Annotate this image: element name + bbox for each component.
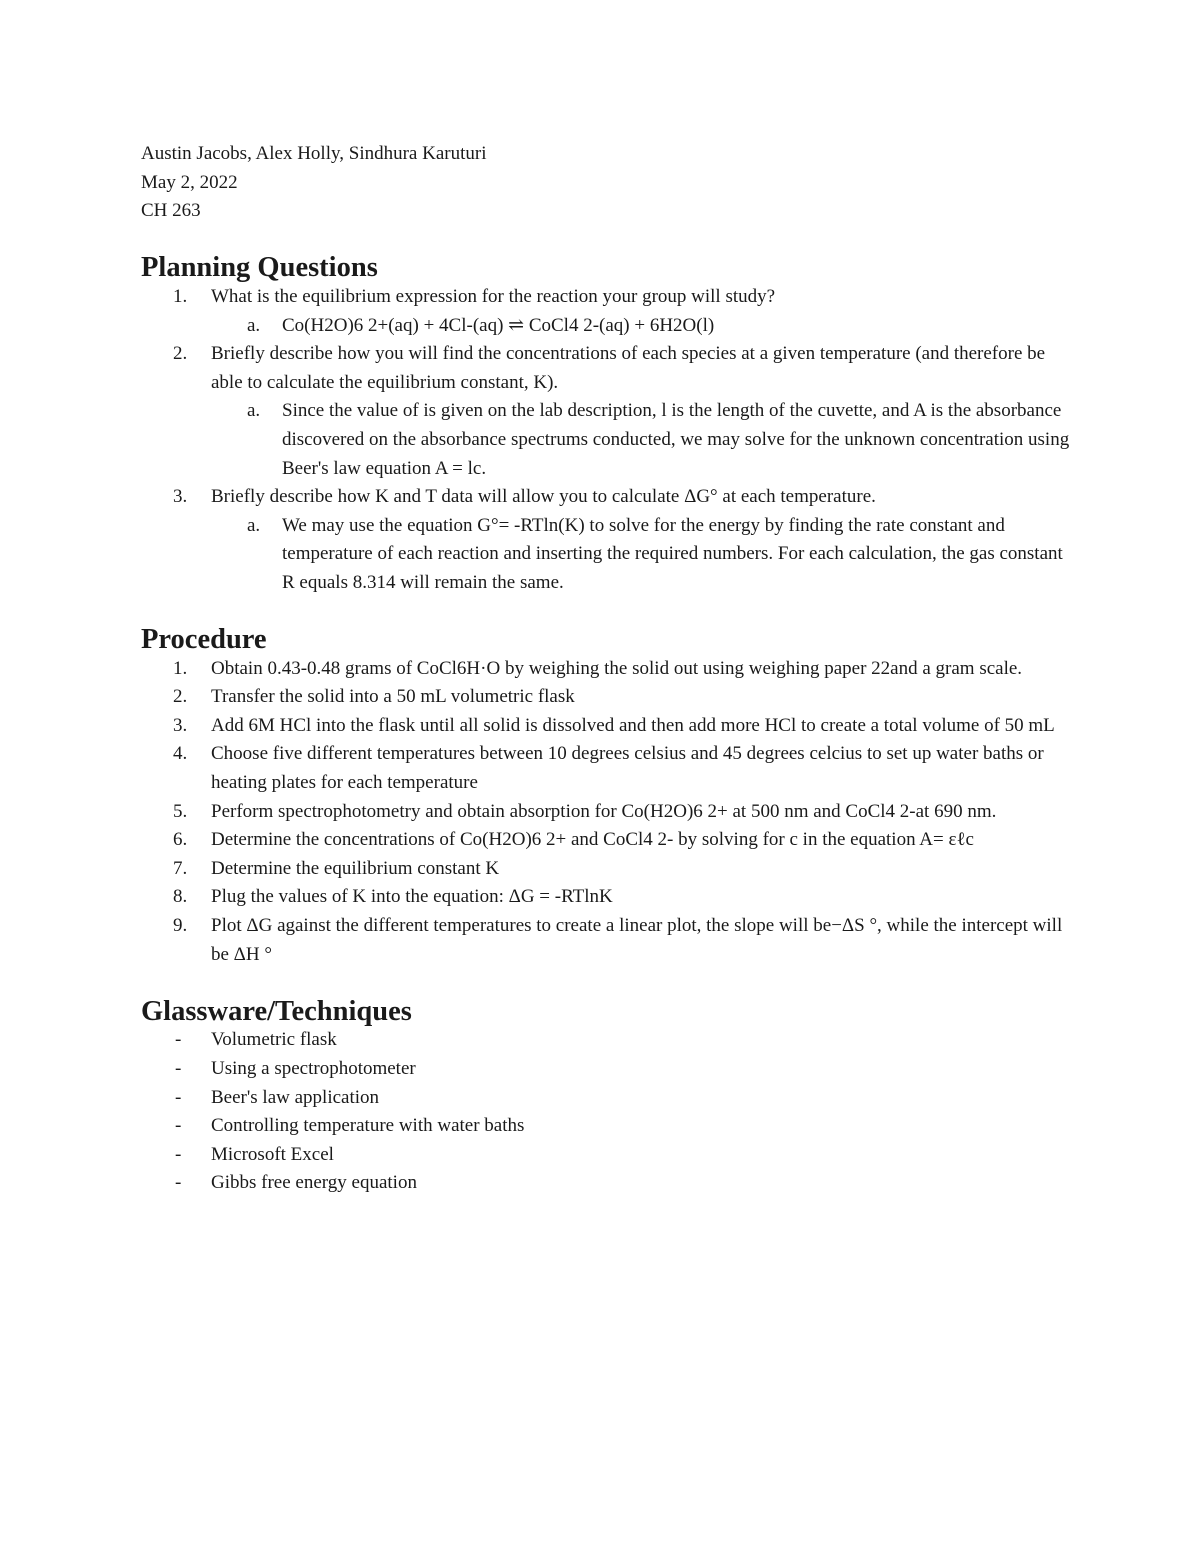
authors-line: Austin Jacobs, Alex Holly, Sindhura Karuturi [141, 143, 487, 164]
glassware-list [141, 1026, 1071, 1198]
list-text: Perform spectrophotometry and obtain absorption for Co(H2O)6 2+ at 500 nm and CoCl4 2-at 690 nm. [211, 800, 997, 822]
list-text: Beer's law application [211, 1086, 380, 1108]
sub-item [141, 312, 1071, 341]
list-text: Controlling temperature with water baths [211, 1115, 525, 1137]
procedure-step-3 [141, 712, 1071, 741]
spacer [141, 226, 1071, 255]
list-number: 9. [173, 915, 188, 937]
list-text: Briefly describe how you will find the concentrations of each species at a given temperature (and therefore be able to calculate the equilibrium constant, K). [211, 343, 1046, 393]
sub-text: We may use the equation G°= -RTln(K) to solve for the energy by finding the rate constant and temperature of each reaction and inserting the required numbers. For each calculation, the gas constant R equals 8.314 will remain the same. [282, 514, 1063, 593]
sub-text: Since the value of is given on the lab description, l is the length of the cuvette, and A is the absorbance discovered on the absorbance spectrums conducted, we may solve for the unknown concentration using Beer's law equation A = lc. [282, 400, 1070, 479]
list-text: Using a spectrophotometer [211, 1058, 416, 1079]
procedure-list [141, 655, 1071, 970]
procedure-step-6 [141, 826, 1071, 855]
dash-bullet: - [175, 1086, 182, 1108]
list-number: 4. [173, 743, 188, 765]
procedure-step-8 [141, 883, 1071, 912]
procedure-step-1 [141, 655, 1071, 684]
procedure-step-4 [141, 740, 1071, 797]
list-number: 3. [173, 714, 188, 736]
planning-item-1 [141, 283, 1071, 340]
list-number: 2. [173, 343, 188, 365]
list-text: Plug the values of K into the equation: ΔG = -RTlnK [211, 886, 613, 908]
list-number: 8. [173, 886, 188, 908]
sub-letter: a. [247, 514, 261, 536]
list-text: Choose five different temperatures between 10 degrees celsius and 45 degrees celcius to set up water baths or heating plates for each temperature [211, 743, 1044, 794]
list-text: Determine the equilibrium constant K [211, 857, 500, 879]
list-text: Briefly describe how K and T data will allow you to calculate ΔG° at each temperature. [211, 486, 876, 508]
spacer [141, 969, 1071, 998]
sub-item [141, 512, 1071, 598]
list-number: 7. [173, 857, 188, 879]
planning-item-2 [141, 340, 1071, 483]
glassware-item-3 [141, 1084, 1071, 1113]
sub-letter: a. [247, 400, 261, 422]
list-number: 2. [173, 686, 188, 708]
spacer [141, 598, 1071, 627]
planning-title: Planning Questions [141, 252, 378, 284]
glassware-item-1 [141, 1026, 1071, 1055]
list-text: Obtain 0.43-0.48 grams of CoCl6H·O by weighing the solid out using weighing paper 22and a gram scale. [211, 657, 1023, 679]
list-text: What is the equilibrium expression for the reaction your group will study? [211, 285, 776, 307]
dash-bullet: - [175, 1115, 182, 1137]
dash-bullet: - [175, 1172, 182, 1194]
procedure-step-2 [141, 683, 1071, 712]
dash-bullet: - [175, 1029, 182, 1051]
list-text: Add 6M HCl into the flask until all solid is dissolved and then add more HCl to create a total volume of 50 mL [211, 714, 1055, 736]
list-number: 1. [173, 285, 188, 307]
glassware-item-4 [141, 1112, 1071, 1141]
glassware-item-2 [141, 1055, 1071, 1084]
procedure-title: Procedure [141, 624, 267, 656]
sub-text: Co(H2O)6 2+(aq) + 4Cl-(aq) ⇌ CoCl4 2-(aq) + 6H2O(l) [282, 314, 715, 336]
list-number: 6. [173, 829, 188, 851]
planning-item-3 [141, 483, 1071, 597]
list-text: Volumetric flask [211, 1029, 337, 1051]
sub-letter: a. [247, 314, 261, 336]
list-number: 3. [173, 486, 188, 508]
glassware-title: Glassware/Techniques [141, 995, 412, 1027]
list-text: Determine the concentrations of Co(H2O)6 2+ and CoCl4 2- by solving for c in the equation A= εℓc [211, 829, 974, 851]
list-text: Gibbs free energy equation [211, 1172, 417, 1194]
list-text: Microsoft Excel [211, 1143, 334, 1165]
glassware-item-5 [141, 1141, 1071, 1170]
sub-item [141, 397, 1071, 483]
document-page [141, 140, 1071, 1198]
list-text: Transfer the solid into a 50 mL volumetric flask [211, 686, 575, 708]
dash-bullet: - [175, 1143, 182, 1165]
planning-list [141, 283, 1071, 598]
dash-bullet: - [175, 1058, 182, 1079]
glassware-item-6 [141, 1169, 1071, 1198]
procedure-step-7 [141, 855, 1071, 884]
list-number: 1. [173, 657, 188, 679]
procedure-step-5 [141, 798, 1071, 827]
list-text: Plot ΔG against the different temperatures to create a linear plot, the slope will be−ΔS °, while the intercept will be ΔH ° [211, 915, 1063, 965]
list-number: 5. [173, 800, 188, 822]
date-line: May 2, 2022 [141, 171, 238, 193]
procedure-step-9 [141, 912, 1071, 969]
course-line: CH 263 [141, 200, 201, 222]
